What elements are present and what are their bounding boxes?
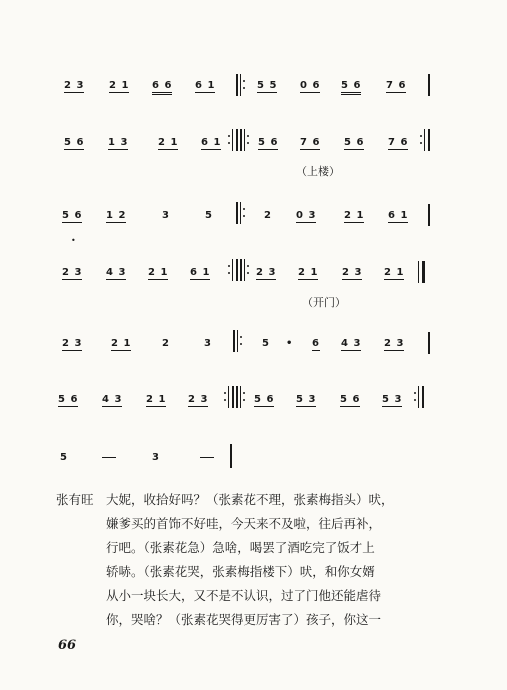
stray-mark: •	[71, 236, 76, 245]
repeat-start-sign	[236, 202, 248, 224]
extension-dash	[200, 457, 214, 458]
repeat-start-sign	[233, 330, 245, 352]
barline	[428, 204, 430, 226]
repeat-start-sign	[236, 74, 248, 96]
repeat-start-sign	[236, 386, 248, 408]
speech-line: 轿哧。（张素花哭，张素梅指楼下）吠，和你女婿	[106, 564, 375, 579]
page-number: 66	[58, 638, 77, 653]
speech-line: 大妮，收拾好吗？（张素花不理，张素梅指头）吠，	[106, 492, 394, 507]
score-row-2: 5 6 1 3 2 1 6 1 5 6 7 6 5 6 7 6	[0, 137, 507, 177]
barline	[428, 332, 430, 354]
speech-line: 从小一块长大，又不是不认识，过了门他还能虐待	[106, 588, 382, 603]
repeat-start-sign	[240, 259, 252, 281]
repeat-end-sign	[224, 386, 236, 408]
score-row-3: 5 6 1 2 3 5 2 0 3 2 1 6 1	[0, 210, 507, 250]
score-row-4: 2 3 4 3 2 1 6 1 2 3 2 1 2 3 2 1	[0, 267, 507, 307]
speech-line: 嫌爹买的首饰不好哇，今天来不及啦，往后再补，	[106, 516, 382, 531]
repeat-start-sign	[240, 129, 252, 151]
repeat-end-sign	[228, 259, 240, 281]
score-row-6: 5 6 4 3 2 1 2 3 5 6 5 3 5 6 5 3	[0, 394, 507, 434]
speech-line: 行吧。（张素花急）急啥，喝罢了酒吃完了饭才上	[106, 540, 375, 555]
speech-line: 你，哭啥？（张素花哭得更厉害了）孩子，你这一	[106, 612, 382, 627]
speech-text	[106, 488, 496, 632]
speaker-name: 张有旺	[56, 492, 94, 507]
extension-dash	[102, 457, 116, 458]
repeat-end-sign	[414, 386, 426, 408]
repeat-end-sign	[420, 129, 432, 151]
score-row-7: 5 3	[0, 452, 507, 492]
barline	[230, 444, 232, 468]
score-row-5: 2 3 2 1 2 3 5 • 6 4 3 2 3	[0, 338, 507, 378]
score-row-1: 2 3 2 1 6 6 6 1 5 5 0 6 5 6 7 6	[0, 80, 507, 120]
stage-direction: （上楼）	[296, 165, 340, 178]
final-double-barline	[418, 261, 425, 283]
repeat-end-sign	[228, 129, 240, 151]
barline	[428, 74, 430, 96]
stage-direction: （开门）	[302, 296, 346, 309]
